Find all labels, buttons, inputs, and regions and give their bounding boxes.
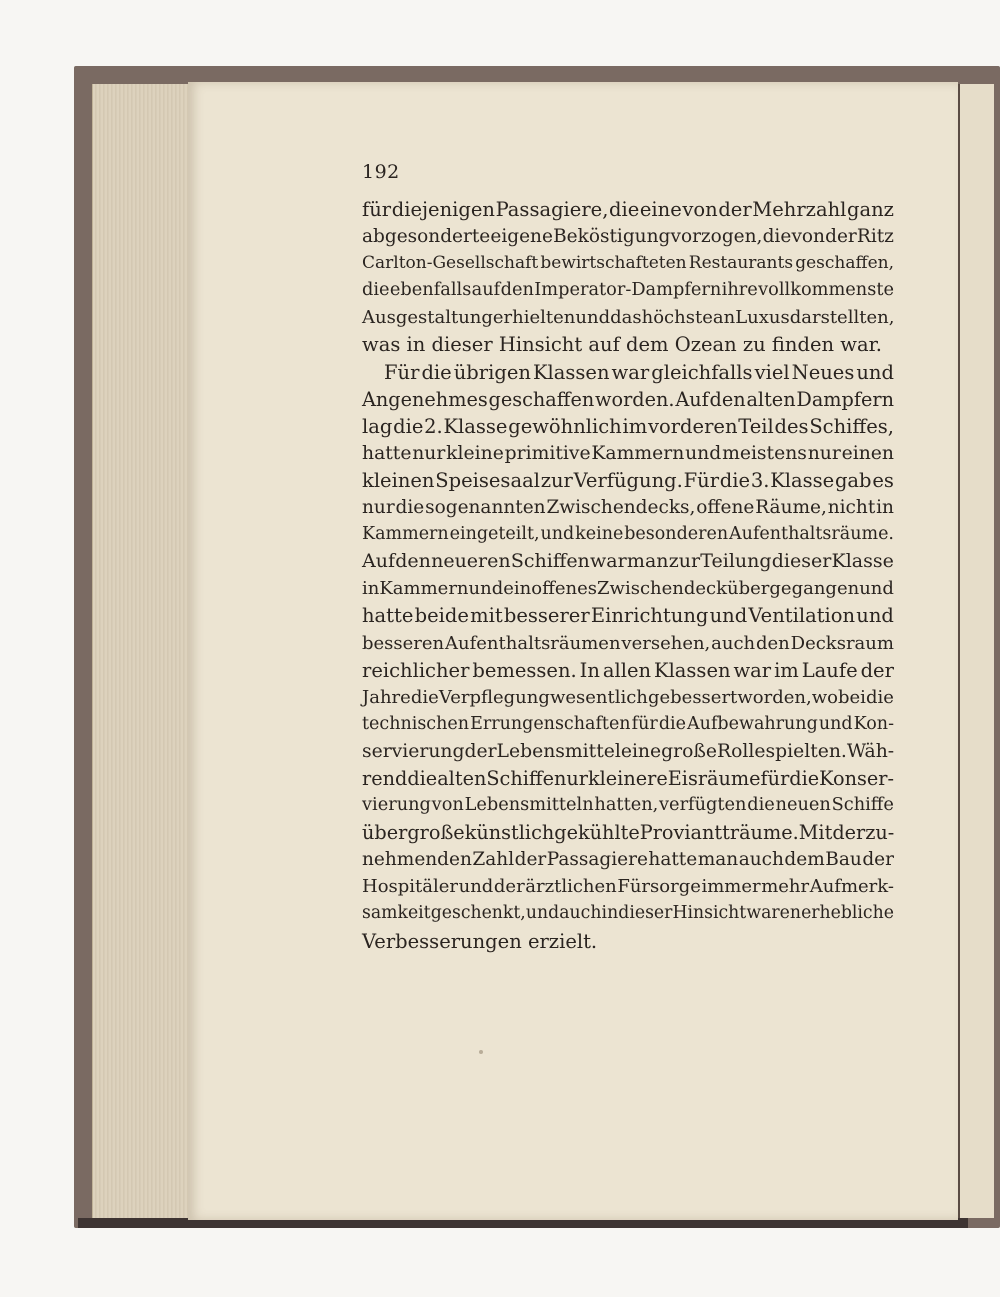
text-line: abgesonderte eigene Beköstigung vorzogen, die von der Ritz — [362, 226, 894, 248]
text-line: servierung der Lebensmittel eine große Rolle spielten. Wäh- — [362, 740, 895, 762]
text-line: in Kammern und ein offenes Zwischendeck übergegangen und — [362, 578, 894, 600]
text-line: samkeit geschenkt, und auch in dieser Hinsicht waren erhebliche — [362, 903, 894, 924]
text-line: lag die 2. Klasse gewöhnlich im vorderen Teil des Schiffes, — [362, 414, 894, 438]
text-line: nehmenden Zahl der Passagiere hatte man auch dem Bau der — [362, 849, 894, 871]
text-line: vierung von Lebensmitteln hatten, verfügten die neuen Schiffe — [362, 795, 894, 816]
body-text — [362, 196, 894, 955]
text-line: über große künstlich gekühlte Proviantträume. Mit der zu- — [362, 821, 895, 845]
text-line: die ebenfalls auf den Imperator-Dampfern ihre vollkommenste — [362, 280, 894, 301]
text-line: hatte nur kleine primitive Kammern und meistens nur einen — [362, 442, 894, 464]
text-line: technischen Errungenschaften für die Aufbewahrung und Kon- — [362, 713, 894, 734]
page-stack-edge — [92, 84, 191, 1218]
text-line: Angenehmes geschaffen worden. Auf den alten Dampfern — [362, 387, 894, 411]
page-number: 192 — [362, 161, 400, 183]
text-line: Jahre die Verpflegung wesentlich gebessert worden, wobei die — [362, 686, 894, 708]
text-line: besseren Aufenthaltsräumen versehen, auch den Decksraum — [362, 632, 894, 654]
text-line: rend die alten Schiffe nur kleinere Eisräume für die Konser- — [362, 766, 894, 790]
text-line: was in dieser Hinsicht auf dem Ozean zu finden war. — [362, 333, 882, 357]
text-line: hatte beide mit besserer Einrichtung und Ventilation und — [362, 604, 894, 628]
paper-speck — [479, 1050, 483, 1054]
text-line: Hospitäler und der ärztlichen Fürsorge immer mehr Aufmerk- — [362, 876, 894, 898]
text-line: Verbesserungen erzielt. — [362, 929, 598, 953]
text-line: Kammern eingeteilt, und keine besonderen Aufenthaltsräume. — [362, 524, 894, 545]
text-line: kleinen Speisesaal zur Verfügung. Für die 3. Klasse gab es — [362, 468, 894, 492]
facing-page-edge — [958, 84, 994, 1218]
text-line: Carlton-Gesellschaft bewirtschafteten Restaurants geschaffen, — [362, 253, 894, 274]
text-line: für diejenigen Passagiere, die eine von der Mehrzahl ganz — [362, 198, 894, 221]
text-line: nur die sogenannten Zwischendecks, offene Räume, nicht in — [362, 497, 894, 519]
text-line: reichlicher bemessen. In allen Klassen war im Laufe der — [362, 658, 894, 682]
text-line: Für die übrigen Klassen war gleichfalls viel Neues und — [384, 360, 894, 384]
text-line: Ausgestaltung erhielten und das höchste an Luxus darstellten, — [362, 307, 895, 329]
text-line: Auf den neueren Schiffen war man zur Teilung dieser Klasse — [362, 550, 894, 573]
